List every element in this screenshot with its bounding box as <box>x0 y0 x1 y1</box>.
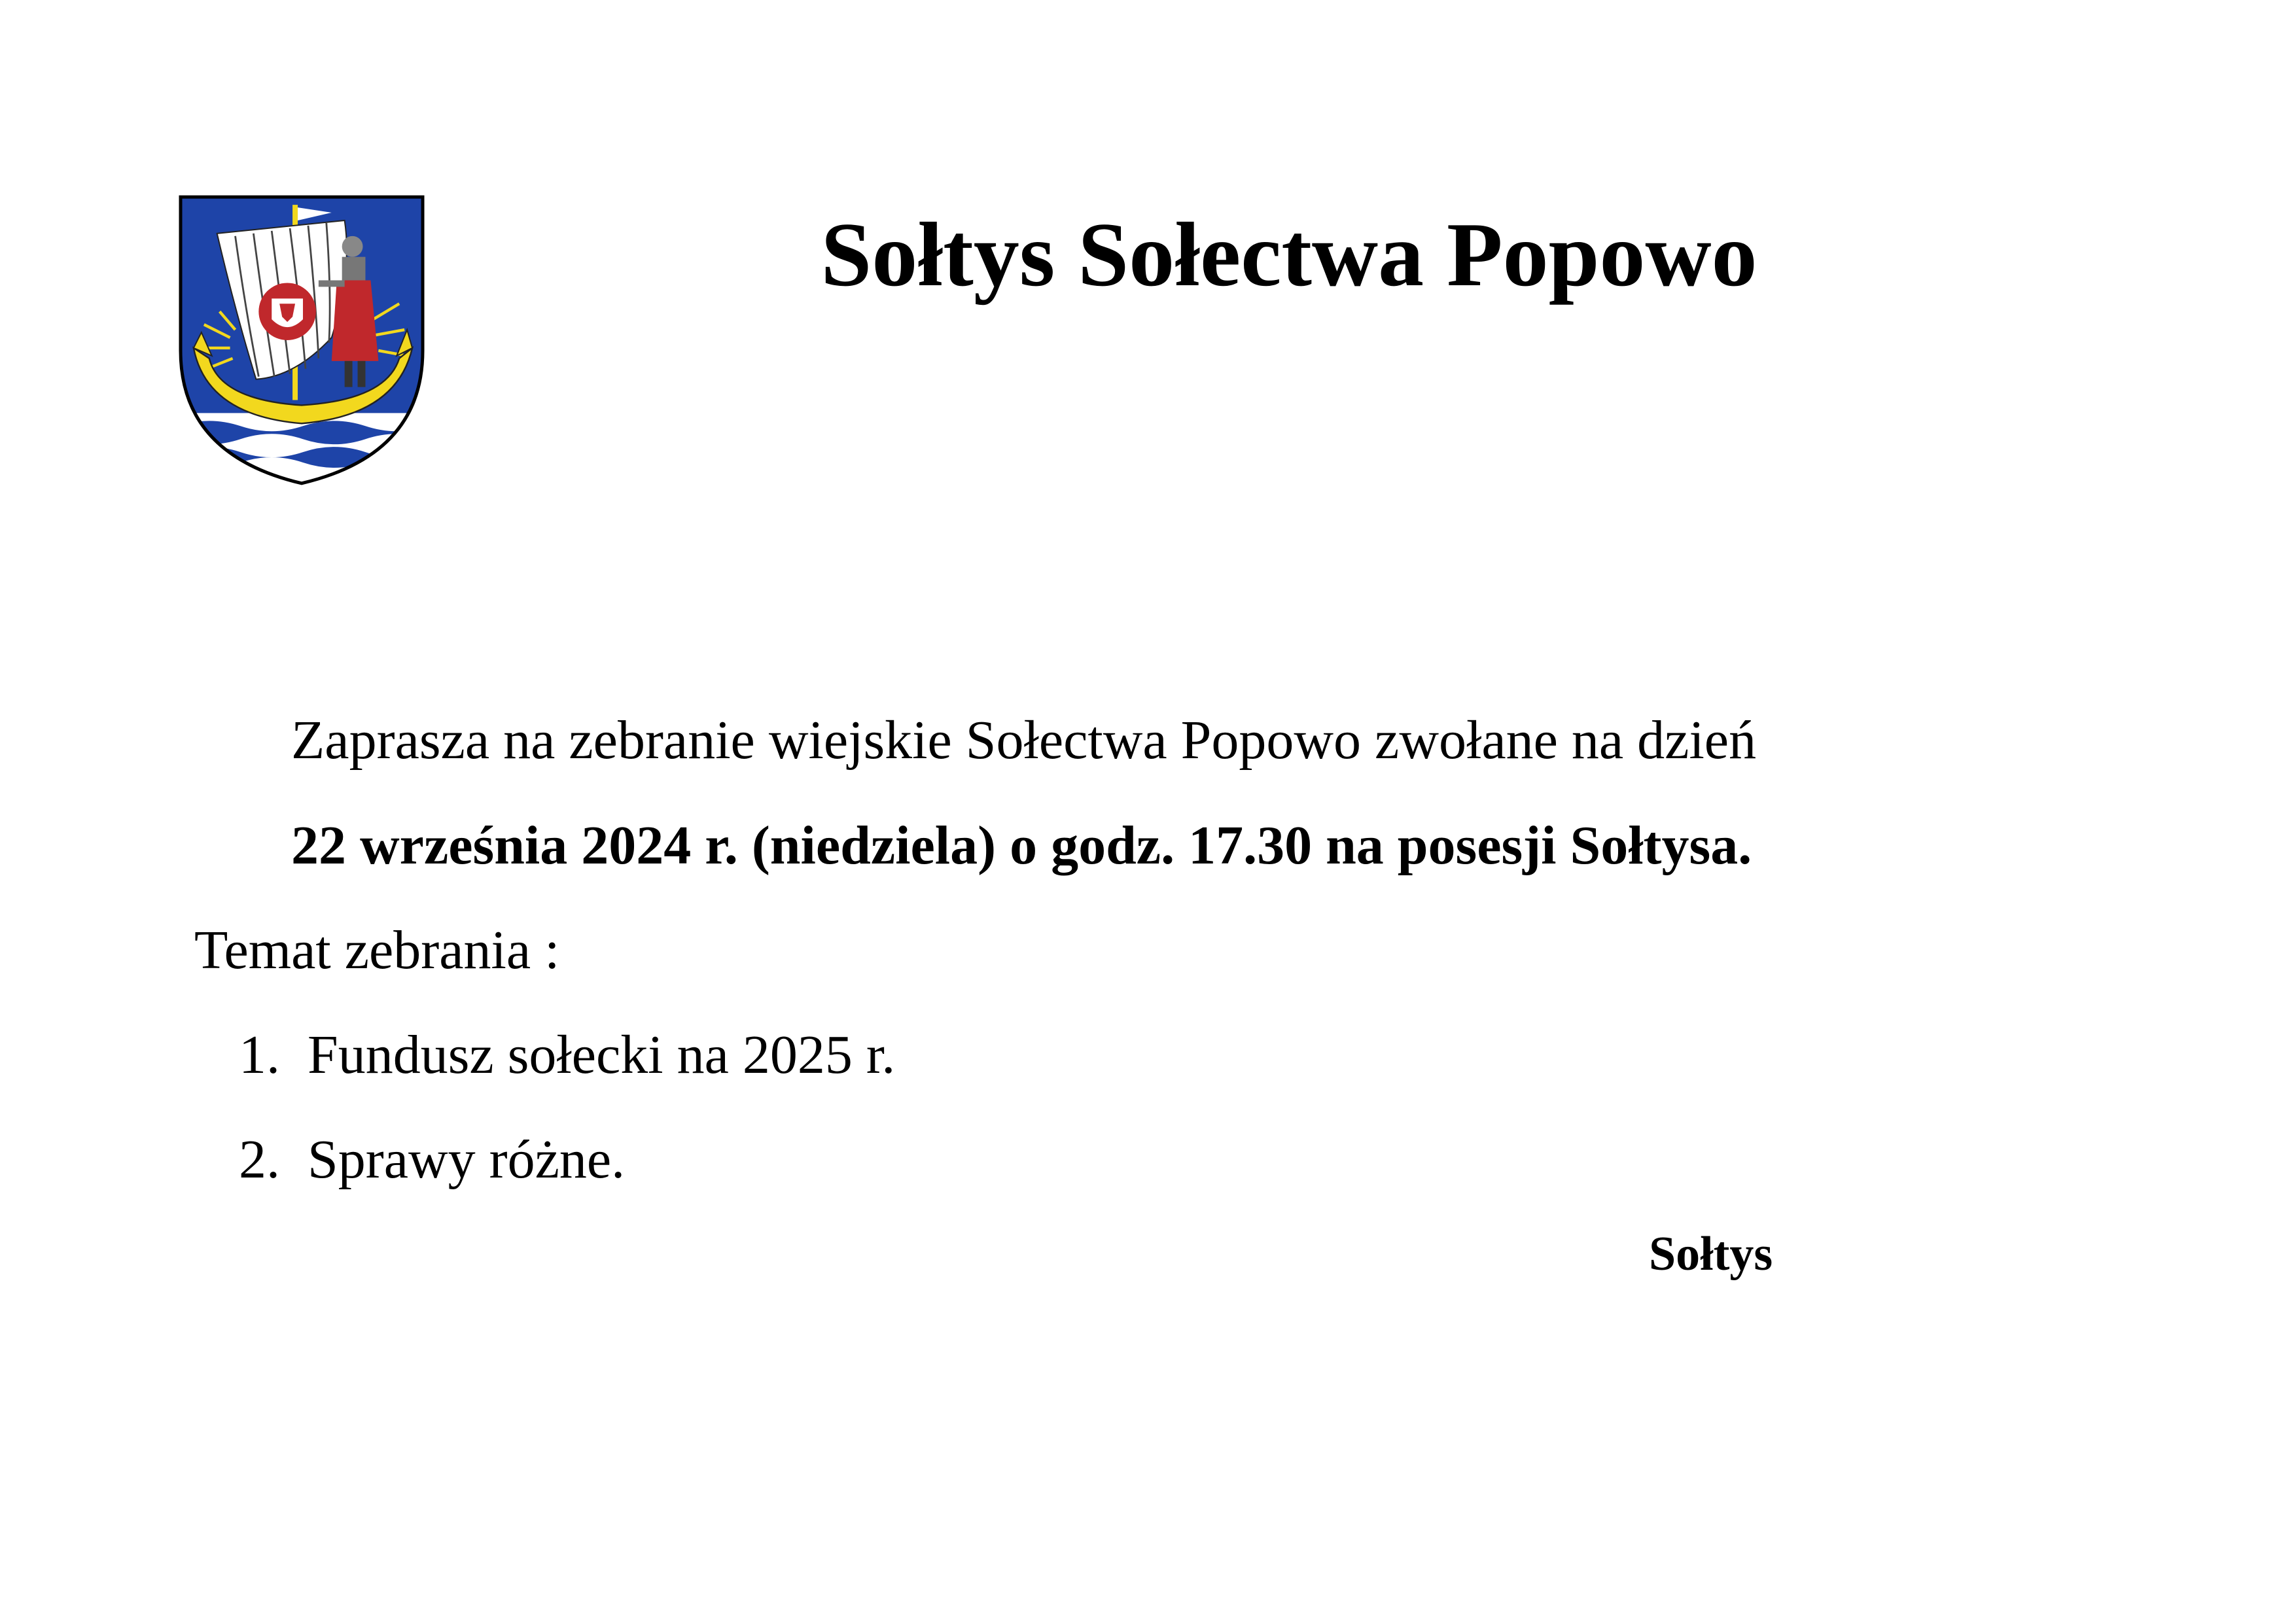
coat-of-arms-icon <box>178 194 425 487</box>
signature: Sołtys <box>1649 1227 1773 1281</box>
meeting-date-text: 22 września 2024 r. (niedziela) o godz. 17.30 na posesji Sołtysa. <box>291 815 1752 876</box>
page-title: Sołtys Sołectwa Popowo <box>821 204 1757 305</box>
list-item-number: 1. <box>239 1024 280 1085</box>
list-item <box>239 1121 895 1225</box>
list-item-text: Fundusz sołecki na 2025 r. <box>308 1024 896 1085</box>
list-item-text: Sprawy różne. <box>308 1129 626 1190</box>
list-item <box>239 1016 895 1121</box>
list-item-number: 2. <box>239 1129 280 1190</box>
agenda-list <box>239 1016 895 1225</box>
invitation-text: Zaprasza na zebranie wiejskie Sołectwa Popowo zwołane na dzień <box>291 710 1757 771</box>
meeting-topic-label: Temat zebrania : <box>194 920 560 981</box>
